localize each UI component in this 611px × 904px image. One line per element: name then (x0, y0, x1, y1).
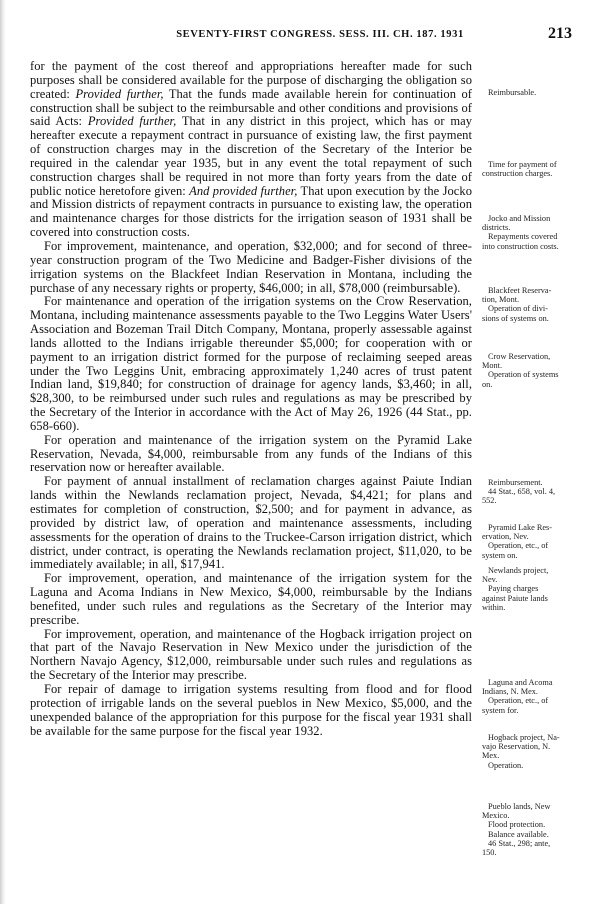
paragraph-provisos (30, 60, 472, 240)
margin-note-line: Reimbursement. (488, 478, 543, 487)
margin-note-line: Balance available. (488, 829, 549, 839)
margin-note-line: into construction costs. (482, 241, 559, 251)
main-text (30, 60, 472, 738)
margin-note-line: Nev. (482, 575, 498, 585)
margin-note-line: on. (482, 379, 493, 389)
margin-note-blackfeet (482, 286, 607, 323)
text-run: That in any district in this project, which has or may hereafter execute a repayment contract in pursuance of existing law, the first payment of construction charges may in the discretion of the Secretary of the Interior be required in the calendar year 1935, but in any event the total repayment of such construction charges shall be required in not more than forty years from the date of public notice heretofore given: (30, 114, 472, 198)
margin-note-line: Repayments covered (488, 232, 558, 242)
margin-note-line: Flood protection. (488, 820, 546, 830)
margin-note-line: Newlands project, (488, 566, 549, 575)
margin-note-pueblo-lands (482, 802, 607, 857)
margin-note-laguna-acoma (482, 678, 607, 715)
margin-note-line: 46 Stat., 298; ante, (488, 838, 551, 848)
text-run: That the funds made available herein for continuation of construction shall be subject to the reimbursable and other conditions and provisions of said Acts: (30, 86, 472, 129)
page-edge-shadow (0, 0, 6, 904)
margin-note-line: Operation. (488, 760, 524, 770)
margin-note-jocko (482, 214, 607, 251)
margin-note-line: system for. (482, 705, 519, 715)
margin-note-reimbursement (482, 478, 607, 506)
margin-note-line: 44 Stat., 658, vol. 4, (488, 487, 556, 497)
margin-note-line: Paying charges (488, 584, 539, 594)
paragraph-newlands: For payment of annual installment of reclamation charges against Paiute Indian lands within the Newlands reclamation project, Nevada, $4,421; for plans and estimates for completion of construction, $2,500; and for payment in advance, as provided by district law, of operation and maintenance assessments, including assessments for the operation of drains to the Truckee-Carson irrigation district, which district, under contract, is operating the Newlands reclamation project, $11,020, to be immediately available; in all, $17,941. (30, 474, 472, 572)
margin-note-line: against Paiute lands (482, 593, 548, 603)
margin-note-line: Operation of systems (488, 370, 559, 380)
margin-note-line: Operation of divi- (488, 304, 548, 314)
margin-note-pyramid-lake (482, 523, 607, 560)
margin-note-line: districts. (482, 223, 511, 233)
margin-note-line: Blackfeet Reserva- (488, 286, 552, 295)
paragraph-pyramid-lake: For operation and maintenance of the irrigation system on the Pyramid Lake Reservation, Nevada, $4,000, reimbursable from any funds of the Indians of this reservation now or hereafter available. (30, 432, 472, 475)
margin-note-line: 552. (482, 496, 497, 506)
paragraph-blackfeet: For improvement, maintenance, and operation, $32,000; and for second of three-year construction program of the Two Medicine and Badger-Fisher divisions of the irrigation systems on the Blackfeet Indian Reservation in Montana, including the purchase of any necessary rights or property, $46,000; in all, $78,000 (reimbursable). (30, 238, 472, 295)
margin-note-line: within. (482, 602, 506, 612)
margin-note-newlands (482, 566, 607, 612)
page-number: 213 (548, 25, 572, 42)
margin-note-line: construction charges. (482, 169, 553, 179)
margin-note-line: Mexico. (482, 811, 510, 821)
italic-run: Provided further, (75, 86, 164, 101)
margin-note-line: Pyramid Lake Res- (488, 523, 553, 532)
text-run: for the payment of the cost thereof and appropriations hereafter made for such purposes shall be considered available for the purpose of discharging the obligation so created: (30, 59, 472, 101)
text-run: That upon execution by the Jocko and Mission districts of repayment contracts in pursuance to existing law, the operation and maintenance charges for those districts for the irrigation season of 1931 shall be covered into construction costs. (30, 183, 473, 240)
margin-note-line: vajo Reservation, N. (482, 742, 551, 752)
italic-run: And provided further, (189, 183, 298, 198)
margin-note-line: 150. (482, 848, 497, 858)
italic-run: Provided further, (87, 114, 177, 129)
margin-note-line: Mont. (482, 361, 503, 371)
margin-note-line: ervation, Nev. (482, 532, 529, 542)
paragraph-pueblo-lands: For repair of damage to irrigation systems resulting from flood and for flood protection of irrigable lands on the several pueblos in New Mexico, $5,000, and the unexpended balance of the appropriation for this purpose for the fiscal year 1931 shall be available for the same purpose for the fiscal year 1932. (30, 681, 472, 738)
margin-note-line: Operation, etc., of (488, 541, 549, 551)
margin-note-line: Pueblo lands, New (488, 802, 551, 811)
margin-note-hogback (482, 733, 607, 770)
margin-note-line: Crow Reservation, (488, 352, 551, 361)
margin-note-line: sions of systems on. (482, 313, 549, 323)
margin-note-reimbursable (482, 88, 607, 97)
paragraph-laguna-acoma: For improvement, operation, and maintenance of the irrigation system for the Laguna and Acoma Indians in New Mexico, $4,000, reimbursable by the Indians benefited, under such rules and regulations as the Secretary of the Interior may prescribe. (30, 571, 472, 627)
margin-note-line: Time for payment of (488, 160, 557, 169)
margin-note-line: tion, Mont. (482, 295, 520, 305)
paragraph-crow: For maintenance and operation of the irrigation systems on the Crow Reservation, Montana, including maintenance assessments payable to the Two Leggins Water Users' Association and Bozeman Trail Ditch Company, Montana, properly assessable against lands allotted to the Indians irrigable thereunder $5,000; for cooperation with or payment to an irrigation district formed for the purpose of reclaiming seeped areas under the Two Leggins Unit, embracing approximately 1,240 acres of trust patent Indian land, $19,840; for construction of drainage for agency lands, $3,460; in all, $28,300, to be reimbursed under such rules and regulations as may be prescribed by the Secretary of the Interior in accordance with the Act of May 26, 1926 (44 Stat., pp. 658-660). (30, 294, 472, 433)
margin-note-line: Laguna and Acoma (488, 678, 553, 687)
paragraph-hogback: For improvement, operation, and maintenance of the Hogback irrigation project on that part of the Navajo Reservation in New Mexico under the jurisdiction of the Northern Navajo Agency, $12,000, reimbursable under such rules and regulations as the Secretary of the Interior may prescribe. (30, 626, 472, 683)
margin-note-line: Reimbursable. (488, 88, 537, 97)
margin-note-crow (482, 352, 607, 389)
margin-note-line: Indians, N. Mex. (482, 687, 538, 697)
margin-note-payment-time (482, 160, 607, 178)
margin-note-line: Operation, etc., of (488, 696, 549, 706)
margin-note-line: Hogback project, Na- (488, 733, 560, 742)
running-header: SEVENTY-FIRST CONGRESS. SESS. III. CH. 187. 1931 (176, 29, 464, 40)
margin-note-line: system on. (482, 550, 518, 560)
margin-note-line: Mex. (482, 751, 500, 761)
margin-note-line: Jocko and Mission (488, 214, 551, 223)
